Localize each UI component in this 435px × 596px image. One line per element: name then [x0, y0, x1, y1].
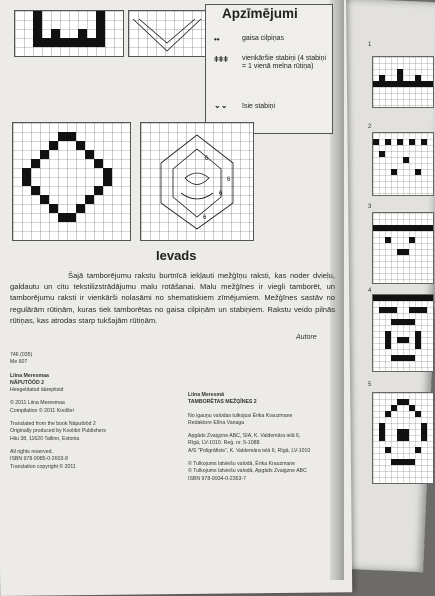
- imprint-left-line: 746 (035): [10, 352, 33, 358]
- imprint-left-line: Translated from the book Näputööd 2: [10, 421, 96, 428]
- double-crochet-symbol: ǂǂǂ: [214, 55, 229, 64]
- svg-text:6: 6: [227, 177, 231, 183]
- pattern-number: 5: [368, 382, 372, 388]
- pattern-number: 2: [368, 124, 372, 130]
- right-pattern-4: [372, 294, 434, 372]
- stitch-chart: [140, 122, 254, 241]
- author-signature: Autore: [296, 334, 317, 341]
- pattern-number: 3: [368, 204, 372, 210]
- svg-text:6: 6: [219, 191, 223, 197]
- imprint-right-line: Redaktore Elīna Vanaga: [188, 419, 245, 426]
- legend-item-chain: gaisa cilpiņas: [242, 35, 285, 42]
- chain-stitch-symbol: ••: [214, 35, 220, 44]
- legend-title: Apzīmējumi: [222, 6, 298, 21]
- imprint-right-line: No igauņu valodas tulkojusi Ērika Krauzmane: [188, 412, 293, 419]
- imprint-left-line: Me 607: [10, 359, 28, 366]
- right-pattern-5: [372, 392, 434, 484]
- imprint-left-line: Compilation © 2011 Koolibri: [10, 407, 74, 414]
- section-title: Ievads: [156, 248, 197, 263]
- imprint-right-line: Liina Meresmā: [188, 392, 225, 398]
- imprint-left-line: Heegeldatud äärepitsid: [10, 387, 64, 394]
- imprint-left-line: All rights reserved.: [10, 448, 53, 455]
- right-pattern-3: [372, 212, 434, 284]
- svg-text:6: 6: [203, 215, 207, 221]
- svg-text:6: 6: [205, 156, 209, 162]
- imprint-right-line: ISBN 978-9934-0-2363-7: [188, 475, 246, 482]
- imprint-right-line: Rīgā, LV-1010. Reģ. nr. 5-1088.: [188, 440, 261, 447]
- legend-item-double-crochet: vienkāršie stabiņi (4 stabiņi = 1 vienā melna rūtiņa): [242, 55, 327, 70]
- imprint-left: [10, 352, 160, 471]
- imprint-left-line: Liina Meresmaa: [10, 372, 49, 379]
- right-pattern-2: [372, 132, 434, 196]
- imprint-left-line: © 2011 Liina Meresmaa: [10, 400, 65, 407]
- imprint-right-line: © Tulkojums latviešu valodā, Apgāds Zvaigzne ABC: [188, 468, 307, 475]
- imprint-left-line: Translation copyright © 2011: [10, 463, 76, 470]
- right-pattern-1: [372, 56, 434, 108]
- pattern-grid-top-right: [128, 10, 206, 57]
- imprint-right-line: A/S "Poligrāfists", K. Valdemāra ielā 6, Rīgā, LV-1010: [188, 447, 311, 454]
- pattern-number: 4: [368, 288, 372, 294]
- imprint-left-line: ISBN 978-9985-0-2603-8: [10, 456, 68, 463]
- imprint-right-line: Apgāds Zvaigzne ABC, SIA, K. Valdemāra ielā 6,: [188, 433, 301, 440]
- short-stitch-symbol: ⌄⌄: [214, 101, 228, 110]
- imprint-right-line: © Tulkojums latviešu valodā, Ērika Krauzmane: [188, 461, 296, 468]
- intro-paragraph: Šajā tamborējumu rakstu burtnīcā iekļauti mežģīņu raksti, kas noder dvieļu, galdautu un citu tekstilizstrādājumu malu rotāšanai. Malu mežģīnes ir viegli tamborēt, un tamborējumu raksti ir vienkārši nolasāmi no shematiskiem zīmējumiem. Mežģīnes sastāv no regulārām rūtiņām, kuras tiek tamborētas no gaisa cilpiņām un stabiņiem. Rakstu veido pilnās rūtiņas, kas atrodas starp tukšajām rūtiņām.: [10, 271, 335, 325]
- pattern-grid-top-left: [14, 10, 124, 57]
- legend-box: [205, 4, 333, 134]
- legend-item-short: īsie stabiņi: [242, 103, 276, 110]
- imprint-left-line: NÄPUTÖÖD 2: [10, 379, 45, 386]
- imprint-left-line: Originally produced by Koolibri Publishers: [10, 428, 107, 435]
- imprint-right: [188, 392, 333, 483]
- pattern-number: 1: [368, 42, 372, 48]
- imprint-right-line: TAMBORĒTAS MEŽĢĪNES 2: [188, 399, 257, 406]
- imprint-left-line: Hiiu 38, 11620 Tallinn, Estonia: [10, 435, 80, 442]
- pattern-grid-diamond: [12, 122, 131, 241]
